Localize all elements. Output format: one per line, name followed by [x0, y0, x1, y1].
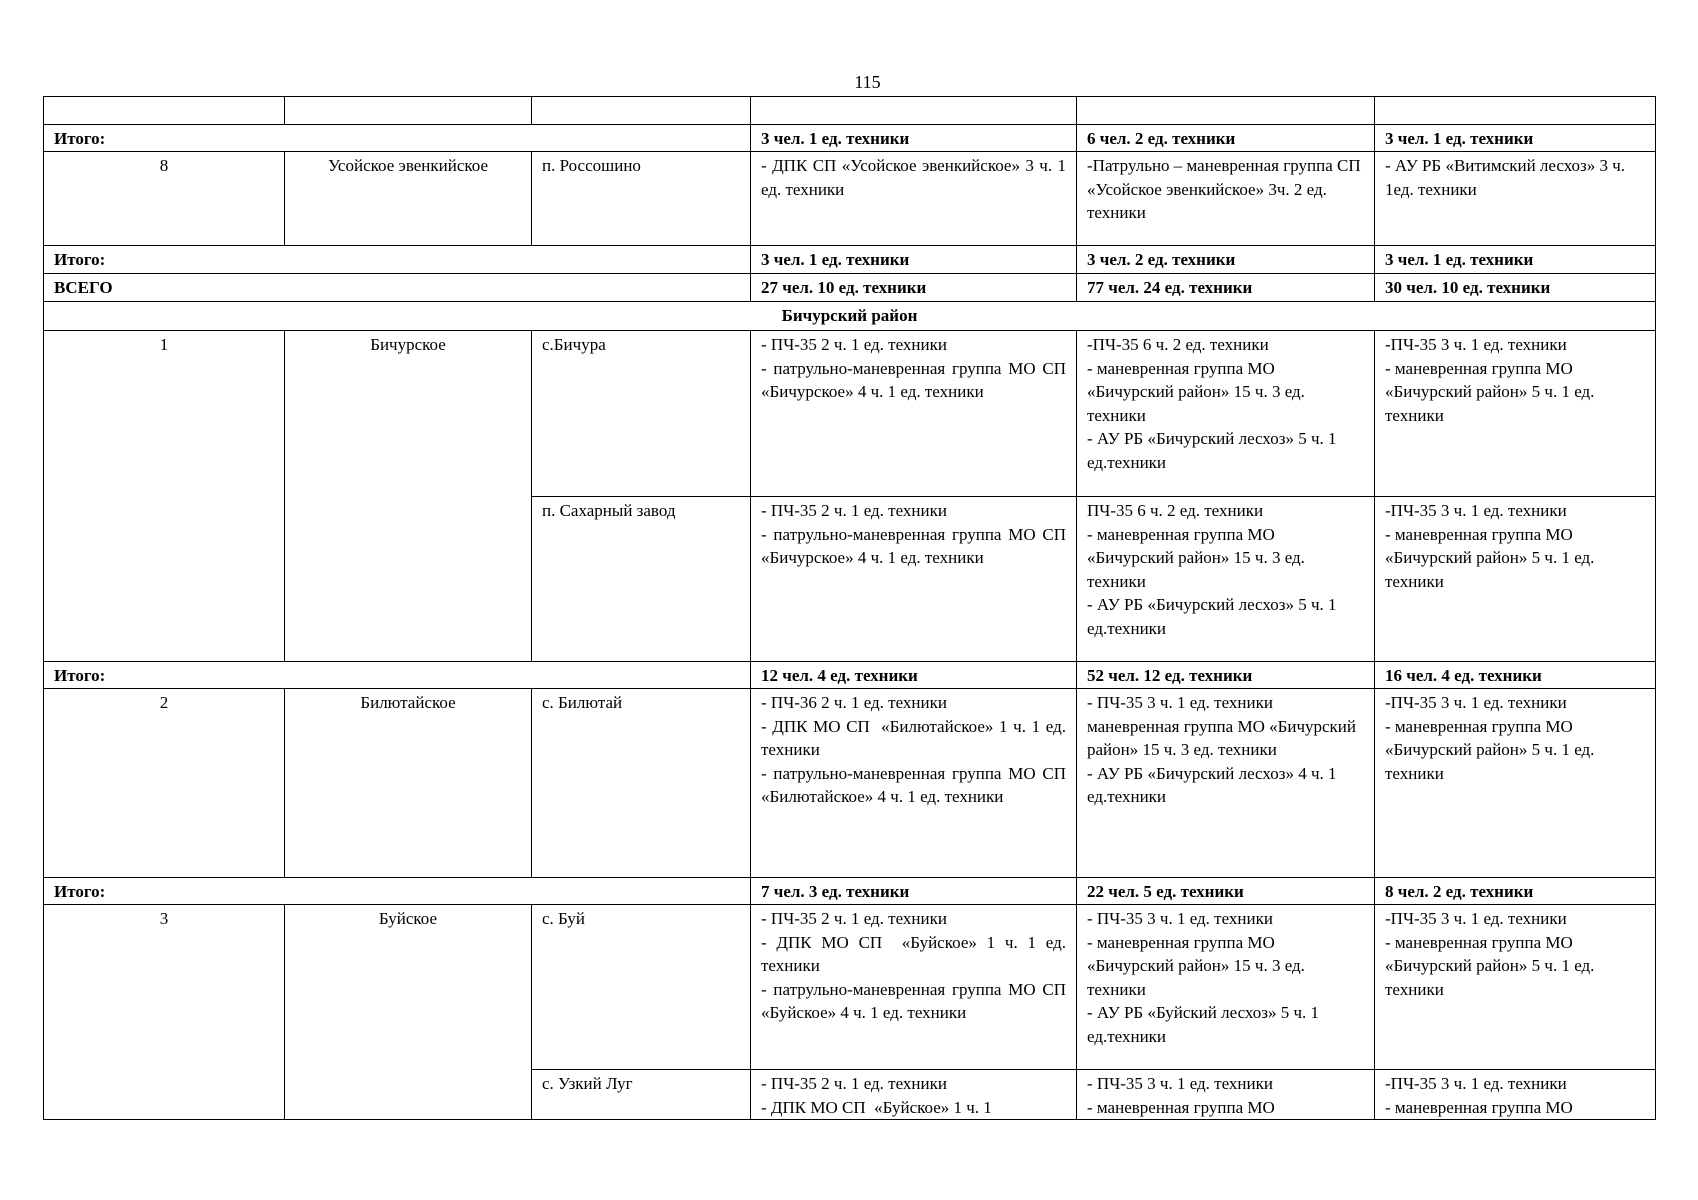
row-number: 8: [44, 152, 285, 246]
forces-line: - маневренная группа МО: [1087, 1097, 1275, 1117]
forces-line: - ПЧ-35 2 ч. 1 ед. техники: [761, 335, 947, 354]
forces-cell-1: [751, 1070, 1077, 1120]
forces-line: - АУ РБ «Буйский лесхоз» 5 ч. 1 ед.техники: [1087, 1003, 1324, 1046]
grand-total-row: [44, 274, 1656, 302]
forces-line: - маневренная группа МО «Бичурский район» 5 ч. 1 ед. техники: [1385, 716, 1599, 783]
header-cell: [285, 97, 532, 125]
totals-forces-1: 3 чел. 1 ед. техники: [751, 246, 1077, 274]
forces-line: - маневренная группа МО «Бичурский район» 15 ч. 3 ед. техники: [1087, 524, 1310, 591]
forces-cell-2: [1077, 905, 1375, 1070]
forces-cell-2: -Патрульно – маневренная группа СП «Усойское эвенкийское» 3ч. 2 ед. техники: [1077, 152, 1375, 246]
forces-line: - патрульно-маневренная группа МО СП «Бичурское» 4 ч. 1 ед. техники: [761, 358, 1071, 401]
row-number: 1: [44, 331, 285, 662]
row-number: 3: [44, 905, 285, 1120]
forces-line: - АУ РБ «Бичурский лесхоз» 5 ч. 1 ед.техники: [1087, 595, 1341, 638]
totals-forces-2: 22 чел. 5 ед. техники: [1077, 878, 1375, 905]
forces-line: - ПЧ-35 3 ч. 1 ед. техники: [1087, 1074, 1273, 1093]
header-cell: [1077, 97, 1375, 125]
totals-forces-2: 3 чел. 2 ед. техники: [1077, 246, 1375, 274]
forces-cell-3: - АУ РБ «Витимский лесхоз» 3 ч. 1ед. техники: [1375, 152, 1656, 246]
district-title: Бичурский район: [44, 302, 1656, 331]
forces-line: -ПЧ-35 6 ч. 2 ед. техники: [1087, 335, 1269, 354]
forces-line: ПЧ-35 6 ч. 2 ед. техники: [1087, 501, 1264, 520]
header-cell: [751, 97, 1077, 125]
forces-cell-1: [751, 689, 1077, 878]
forces-cell-3: [1375, 905, 1656, 1070]
settlement-name: Бичурское: [285, 331, 532, 662]
totals-forces-3: 3 чел. 1 ед. техники: [1375, 125, 1656, 152]
forces-cell-2: [1077, 497, 1375, 662]
totals-forces-3: 3 чел. 1 ед. техники: [1375, 246, 1656, 274]
forces-line: - ПЧ-35 3 ч. 1 ед. техники: [1087, 693, 1273, 712]
forces-line: -ПЧ-35 3 ч. 1 ед. техники: [1385, 693, 1567, 712]
grand-total-label: ВСЕГО: [44, 274, 751, 302]
forces-line: -ПЧ-35 3 ч. 1 ед. техники: [1385, 909, 1567, 928]
forces-cell-3: [1375, 1070, 1656, 1120]
locality-name: с.Бичура: [532, 331, 751, 497]
forces-line: - маневренная группа МО «Бичурский район» 15 ч. 3 ед. техники: [1087, 932, 1310, 999]
totals-label: Итого:: [44, 662, 751, 689]
forces-cell-1: [751, 497, 1077, 662]
table-row: [44, 905, 1656, 1070]
totals-forces-3: 8 чел. 2 ед. техники: [1375, 878, 1656, 905]
totals-row: [44, 125, 1656, 152]
forces-cell-1: - ДПК СП «Усойское эвенкийское» 3 ч. 1 ед. техники: [751, 152, 1077, 246]
forces-line: - АУ РБ «Бичурский лесхоз» 4 ч. 1 ед.техники: [1087, 763, 1341, 806]
settlement-name: Буйское: [285, 905, 532, 1120]
totals-forces-1: 12 чел. 4 ед. техники: [751, 662, 1077, 689]
forces-line: - патрульно-маневренная группа МО СП «Бичурское» 4 ч. 1 ед. техники: [761, 524, 1071, 567]
table-row: [44, 152, 1656, 246]
locality-name: с. Узкий Луг: [532, 1070, 751, 1120]
locality-name: с. Буй: [532, 905, 751, 1070]
forces-cell-2: [1077, 331, 1375, 497]
forces-line: -ПЧ-35 3 ч. 1 ед. техники: [1385, 335, 1567, 354]
forces-line: - патрульно-маневренная группа МО СП «Билютайское» 4 ч. 1 ед. техники: [761, 763, 1071, 806]
forces-line: - маневренная группа МО «Бичурский район» 5 ч. 1 ед. техники: [1385, 358, 1599, 425]
grand-total-forces-1: 27 чел. 10 ед. техники: [751, 274, 1077, 302]
forces-line: - маневренная группа МО: [1385, 1097, 1573, 1117]
forces-table: [43, 96, 1656, 1120]
totals-label: Итого:: [44, 878, 751, 905]
totals-forces-1: 3 чел. 1 ед. техники: [751, 125, 1077, 152]
totals-label: Итого:: [44, 125, 751, 152]
forces-line: маневренная группа МО «Бичурский район» 15 ч. 3 ед. техники: [1087, 716, 1361, 759]
table-row: [44, 331, 1656, 497]
forces-line: - АУ РБ «Бичурский лесхоз» 5 ч. 1 ед.техники: [1087, 429, 1341, 472]
totals-label: Итого:: [44, 246, 751, 274]
row-number: 2: [44, 689, 285, 878]
settlement-name: Усойское эвенкийское: [285, 152, 532, 246]
totals-forces-2: 52 чел. 12 ед. техники: [1077, 662, 1375, 689]
table-header-row: [44, 97, 1656, 125]
totals-forces-2: 6 чел. 2 ед. техники: [1077, 125, 1375, 152]
forces-line: -ПЧ-35 3 ч. 1 ед. техники: [1385, 1074, 1567, 1093]
table-row: [44, 689, 1656, 878]
grand-total-forces-2: 77 чел. 24 ед. техники: [1077, 274, 1375, 302]
forces-line: - ПЧ-35 2 ч. 1 ед. техники: [761, 909, 947, 928]
forces-line: - ДПК МО СП «Билютайское» 1 ч. 1 ед. техники: [761, 716, 1071, 759]
totals-row: [44, 662, 1656, 689]
forces-line: -ПЧ-35 3 ч. 1 ед. техники: [1385, 501, 1567, 520]
forces-cell-2: [1077, 1070, 1375, 1120]
forces-line: - ДПК МО СП «Буйское» 1 ч. 1 ед. техники: [761, 932, 1071, 975]
forces-cell-3: [1375, 497, 1656, 662]
grand-total-forces-3: 30 чел. 10 ед. техники: [1375, 274, 1656, 302]
forces-line: - маневренная группа МО «Бичурский район» 5 ч. 1 ед. техники: [1385, 932, 1599, 999]
forces-line: - маневренная группа МО «Бичурский район» 5 ч. 1 ед. техники: [1385, 524, 1599, 591]
header-cell: [1375, 97, 1656, 125]
header-cell: [44, 97, 285, 125]
settlement-name: Билютайское: [285, 689, 532, 878]
forces-line: - патрульно-маневренная группа МО СП «Буйское» 4 ч. 1 ед. техники: [761, 979, 1071, 1022]
forces-cell-3: [1375, 689, 1656, 878]
totals-row: [44, 878, 1656, 905]
forces-line: - ПЧ-35 3 ч. 1 ед. техники: [1087, 909, 1273, 928]
forces-line: - ПЧ-35 2 ч. 1 ед. техники: [761, 1074, 947, 1093]
locality-name: п. Сахарный завод: [532, 497, 751, 662]
forces-cell-1: [751, 905, 1077, 1070]
forces-line: - ПЧ-35 2 ч. 1 ед. техники: [761, 501, 947, 520]
forces-cell-3: [1375, 331, 1656, 497]
forces-line: - ДПК МО СП «Буйское» 1 ч. 1: [761, 1097, 992, 1117]
totals-row: [44, 246, 1656, 274]
locality-name: с. Билютай: [532, 689, 751, 878]
district-row: [44, 302, 1656, 331]
forces-line: - маневренная группа МО «Бичурский район» 15 ч. 3 ед. техники: [1087, 358, 1310, 425]
forces-cell-2: [1077, 689, 1375, 878]
forces-cell-1: [751, 331, 1077, 497]
header-cell: [532, 97, 751, 125]
totals-forces-1: 7 чел. 3 ед. техники: [751, 878, 1077, 905]
totals-forces-3: 16 чел. 4 ед. техники: [1375, 662, 1656, 689]
page-number: 115: [854, 72, 881, 92]
forces-line: - ПЧ-36 2 ч. 1 ед. техники: [761, 693, 947, 712]
locality-name: п. Россошино: [532, 152, 751, 246]
